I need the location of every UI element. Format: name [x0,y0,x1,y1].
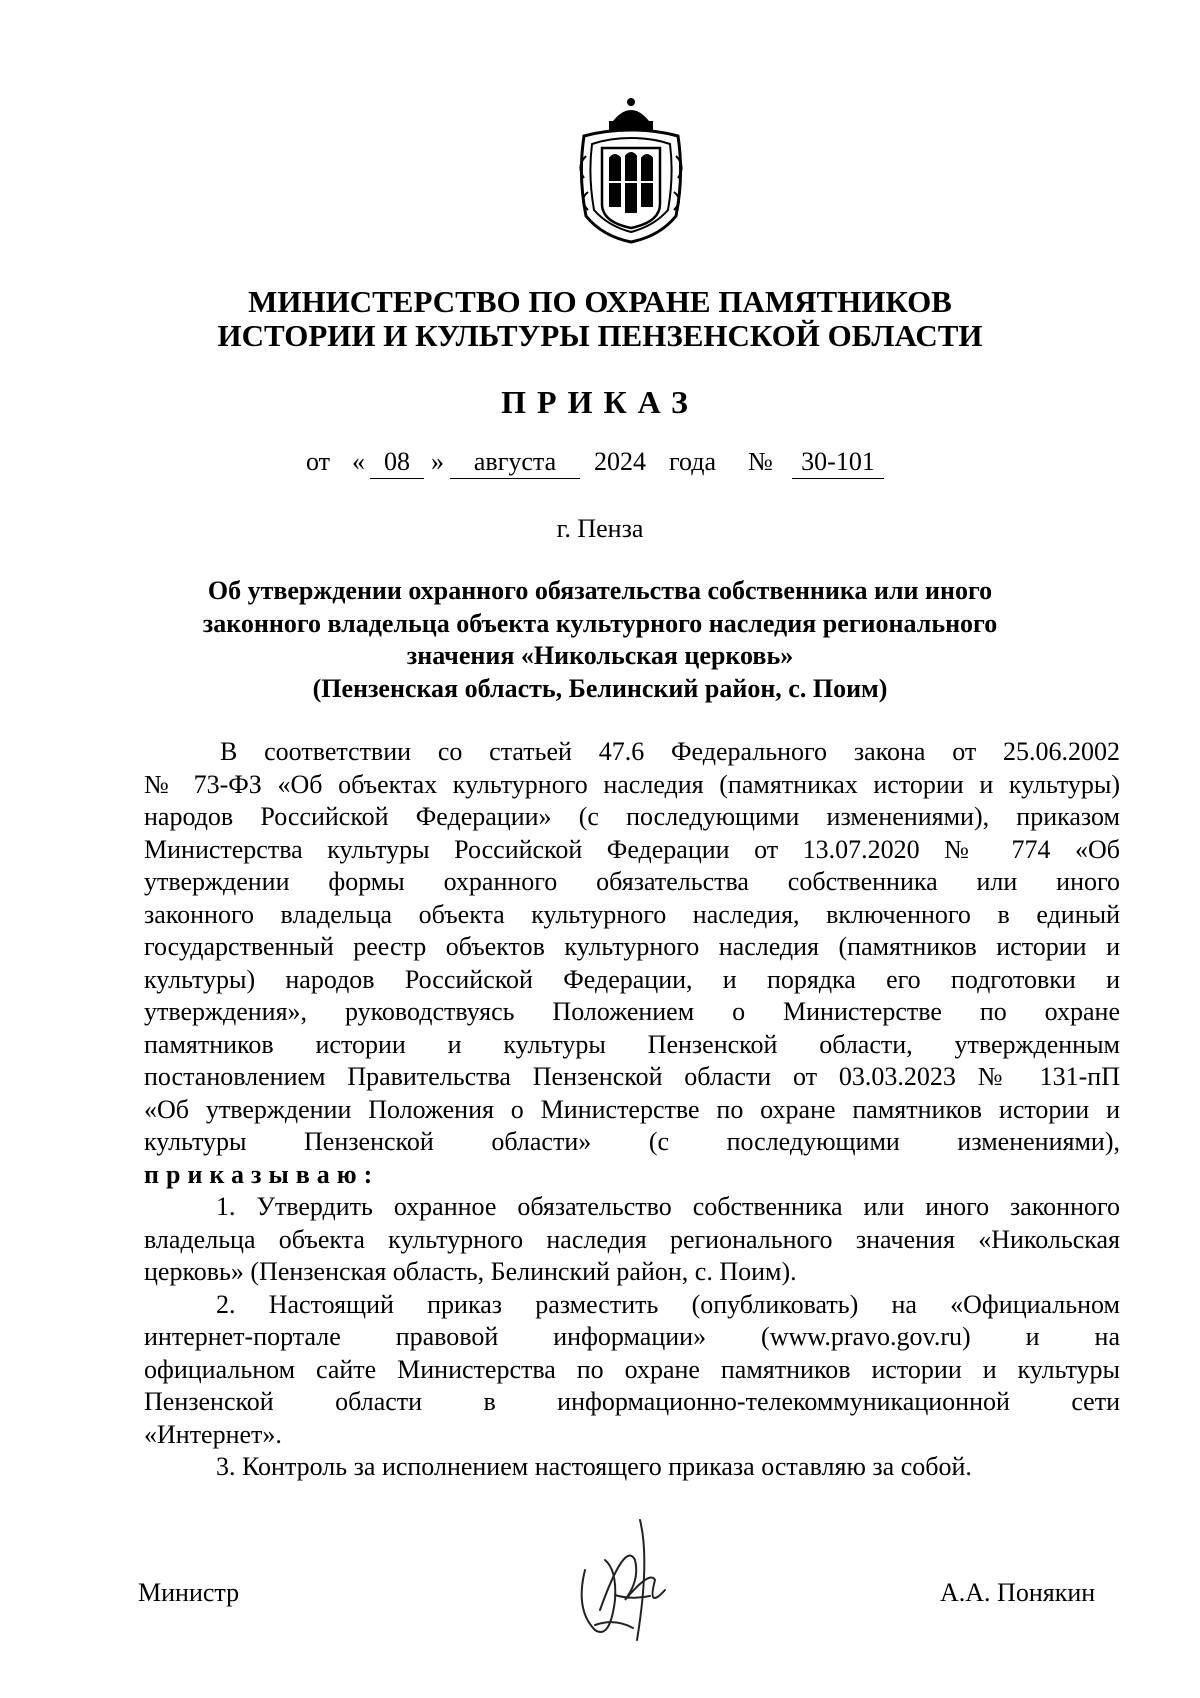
date-year: 2024 [594,447,646,476]
item2-line: интернет-портале правовой информации» (www.pravo.gov.ru) и на [144,1322,1120,1351]
body-line: В соответствии со статьей 47.6 Федерального закона от 25.06.2002 [220,737,1120,766]
body-line: государственный реестр объектов культурного наследия (памятников истории и [144,932,1120,961]
date-day: 08 [370,446,424,479]
ministry-name-line2: ИСТОРИИ И КУЛЬТУРЫ ПЕНЗЕНСКОЙ ОБЛАСТИ [217,318,983,353]
body-line: Министерства культуры Российской Федерации от 13.07.2020 № 774 «Об [144,834,1120,864]
number-sign: № [748,447,773,476]
handwritten-signature-icon [555,1500,695,1650]
item2-line: «Интернет». [144,1419,282,1449]
signature-row [0,1577,1200,1617]
item1-line: владельца объекта культурного наследия регионального значения «Никольская [144,1224,1120,1254]
item2-line: 2. Настоящий приказ разместить (опубликовать) на «Официальном [216,1289,1120,1319]
city-label: г. Пенза [556,514,644,543]
signatory-name: А.А. Понякин [940,1578,1096,1607]
subject-line: законного владельца объекта культурного наследия регионального [202,608,998,638]
body-line: культуры) народов Российской Федерации, и порядка его подготовки и [144,964,1120,994]
body-line: утверждении формы охранного обязательства собственника или иного [144,867,1120,896]
date-year-word: года [669,447,717,476]
body-line: утверждения», руководствуясь Положением о Министерстве по охране [144,997,1120,1026]
item3-line: 3. Контроль за исполнением настоящего приказа оставляю за собой. [216,1452,972,1481]
order-word [144,1159,1120,1192]
subject-line: (Пензенская область, Белинский район, с. Поим) [312,673,888,703]
signatory-title: Министр [138,1578,240,1607]
body-line: народов Российской Федерации» (с последующими изменениями), приказом [144,802,1120,831]
document-number: 30-101 [792,446,884,479]
body-line: законного владельца объекта культурного наследия, включенного в единый [144,899,1120,929]
item1-line: 1. Утвердить охранное обязательство собственника или иного законного [216,1192,1120,1221]
body-line: памятников истории и культуры Пензенской области, утвержденным [144,1029,1120,1059]
body-line: № 73-ФЗ «Об объектах культурного наследия (памятниках истории и культуры) [144,769,1120,799]
subject-line: Об утверждении охранного обязательства собственника или иного [207,576,993,605]
document-subject [0,575,1200,705]
date-from-label: от [306,447,331,476]
item2-line: Пензенской области в информационно-телекоммуникационной сети [144,1387,1120,1416]
ministry-name-line1: МИНИСТЕРСТВО ПО ОХРАНЕ ПАМЯТНИКОВ [248,284,952,319]
order-word-text: приказываю: [144,1159,380,1189]
subject-line: значения «Никольская церковь» [406,641,794,670]
document-type-title: ПРИКАЗ [501,384,699,420]
document-body [144,736,1120,1484]
item1-line: церковь» (Пензенская область, Белинский район, с. Поим). [144,1257,797,1286]
date-close-quote: » [431,447,444,476]
item2-line: официальном сайте Министерства по охране памятников истории и культуры [144,1354,1120,1384]
date-month: августа [450,446,580,479]
penza-oblast-coat-of-arms-icon [572,96,690,244]
body-line: постановлением Правительства Пензенской области от 03.03.2023 № 131-пП [144,1062,1120,1091]
body-line: «Об утверждении Положения о Министерстве по охране памятников истории и [144,1094,1120,1124]
date-number-line [0,446,1200,486]
date-open-quote: « [352,447,365,476]
body-line: культуры Пензенской области» (с последующими изменениями), [144,1127,1120,1156]
